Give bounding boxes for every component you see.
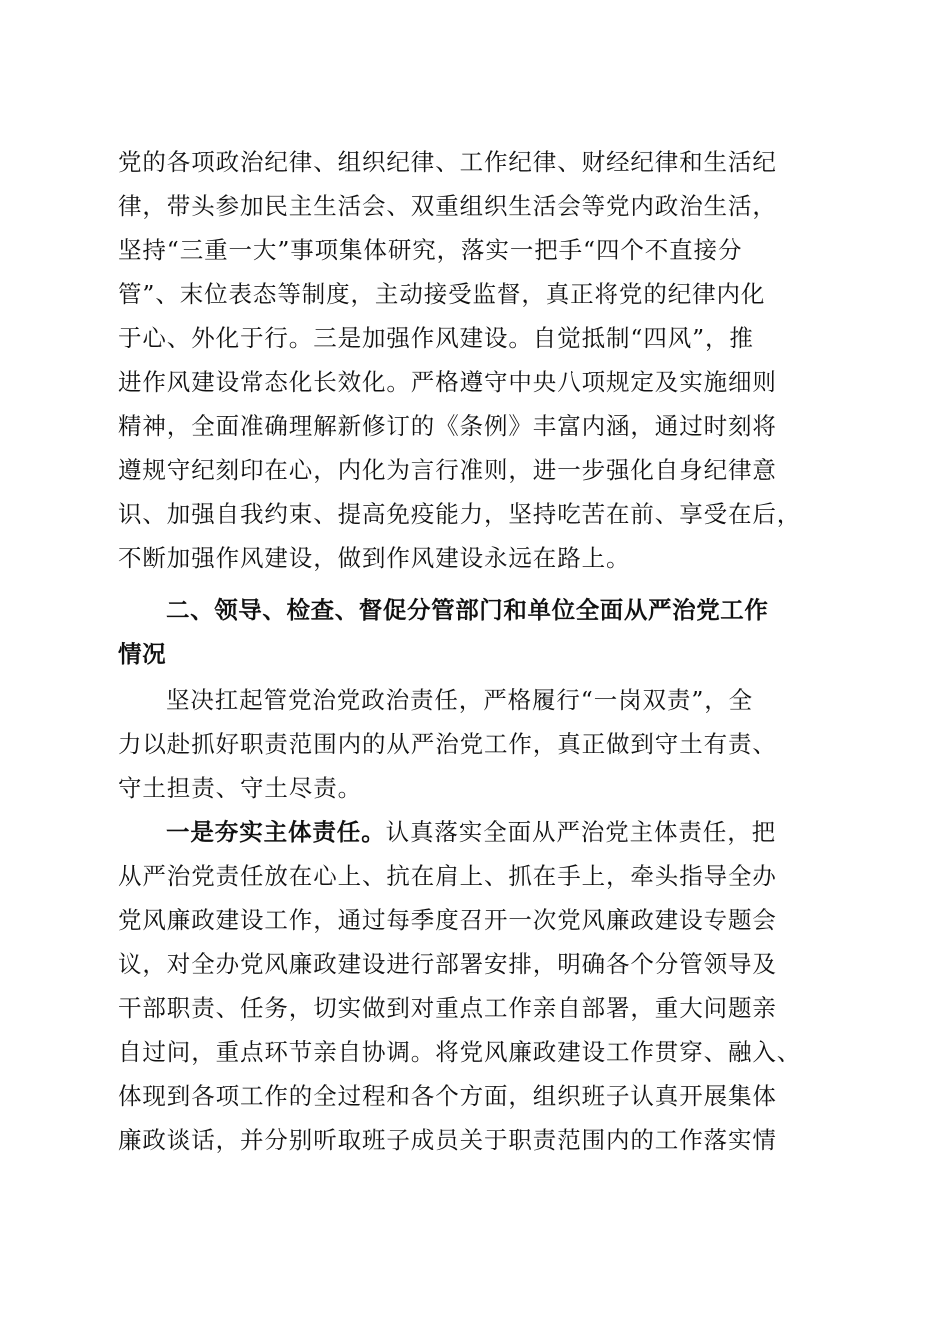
paragraph-line: 力以赴抓好职责范围内的从严治党工作，真正做到守土有责、 xyxy=(118,730,777,758)
paragraph-line: 廉政谈话，并分别听取班子成员关于职责范围内的工作落实情 xyxy=(118,1126,777,1154)
paragraph-line: 律，带头参加民主生活会、双重组织生活会等党内政治生活， xyxy=(118,192,777,220)
paragraph-line: 不断加强作风建设，做到作风建设永远在路上。 xyxy=(118,544,631,572)
paragraph-line: 议，对全办党风廉政建设进行部署安排，明确各个分管领导及 xyxy=(118,950,777,978)
paragraph-line: 坚决扛起管党治党政治责任，严格履行“一岗双责”，全 xyxy=(166,686,754,714)
paragraph-line: 从严治党责任放在心上、抗在肩上、抓在手上，牵头指导全办 xyxy=(118,862,777,890)
paragraph-line: 于心、外化于行。三是加强作风建设。自觉抵制“四风”，推 xyxy=(118,324,754,352)
paragraph-line xyxy=(166,815,838,849)
paragraph-text: 认真落实全面从严治党主体责任，把 xyxy=(385,818,777,846)
section-heading-continued: 情况 xyxy=(118,640,167,668)
paragraph-line: 自过问，重点环节亲自协调。将党风廉政建设工作贯穿、融入、 xyxy=(118,1038,802,1066)
paragraph-line: 进作风建设常态化长效化。严格遵守中央八项规定及实施细则 xyxy=(118,368,777,396)
section-heading: 二、领导、检查、督促分管部门和单位全面从严治党工作 xyxy=(166,596,769,624)
paragraph-line: 识、加强自我约束、提高免疫能力，坚持吃苦在前、享受在后， xyxy=(118,500,802,528)
paragraph-line: 管”、末位表态等制度，主动接受监督，真正将党的纪律内化 xyxy=(118,280,766,308)
paragraph-line: 党的各项政治纪律、组织纪律、工作纪律、财经纪律和生活纪 xyxy=(118,148,777,176)
paragraph-lead: 一是夯实主体责任。 xyxy=(166,818,386,846)
paragraph-line: 干部职责、任务，切实做到对重点工作亲自部署，重大问题亲 xyxy=(118,994,777,1022)
paragraph-line: 守土担责、守土尽责。 xyxy=(118,774,362,802)
paragraph-line: 遵规守纪刻印在心，内化为言行准则，进一步强化自身纪律意 xyxy=(118,456,777,484)
paragraph-line: 体现到各项工作的全过程和各个方面，组织班子认真开展集体 xyxy=(118,1082,777,1110)
paragraph-line: 精神，全面准确理解新修订的《条例》丰富内涵，通过时刻将 xyxy=(118,412,777,440)
paragraph-line: 党风廉政建设工作，通过每季度召开一次党风廉政建设专题会 xyxy=(118,906,777,934)
paragraph-line: 坚持“三重一大”事项集体研究，落实一把手“四个不直接分 xyxy=(118,236,743,264)
